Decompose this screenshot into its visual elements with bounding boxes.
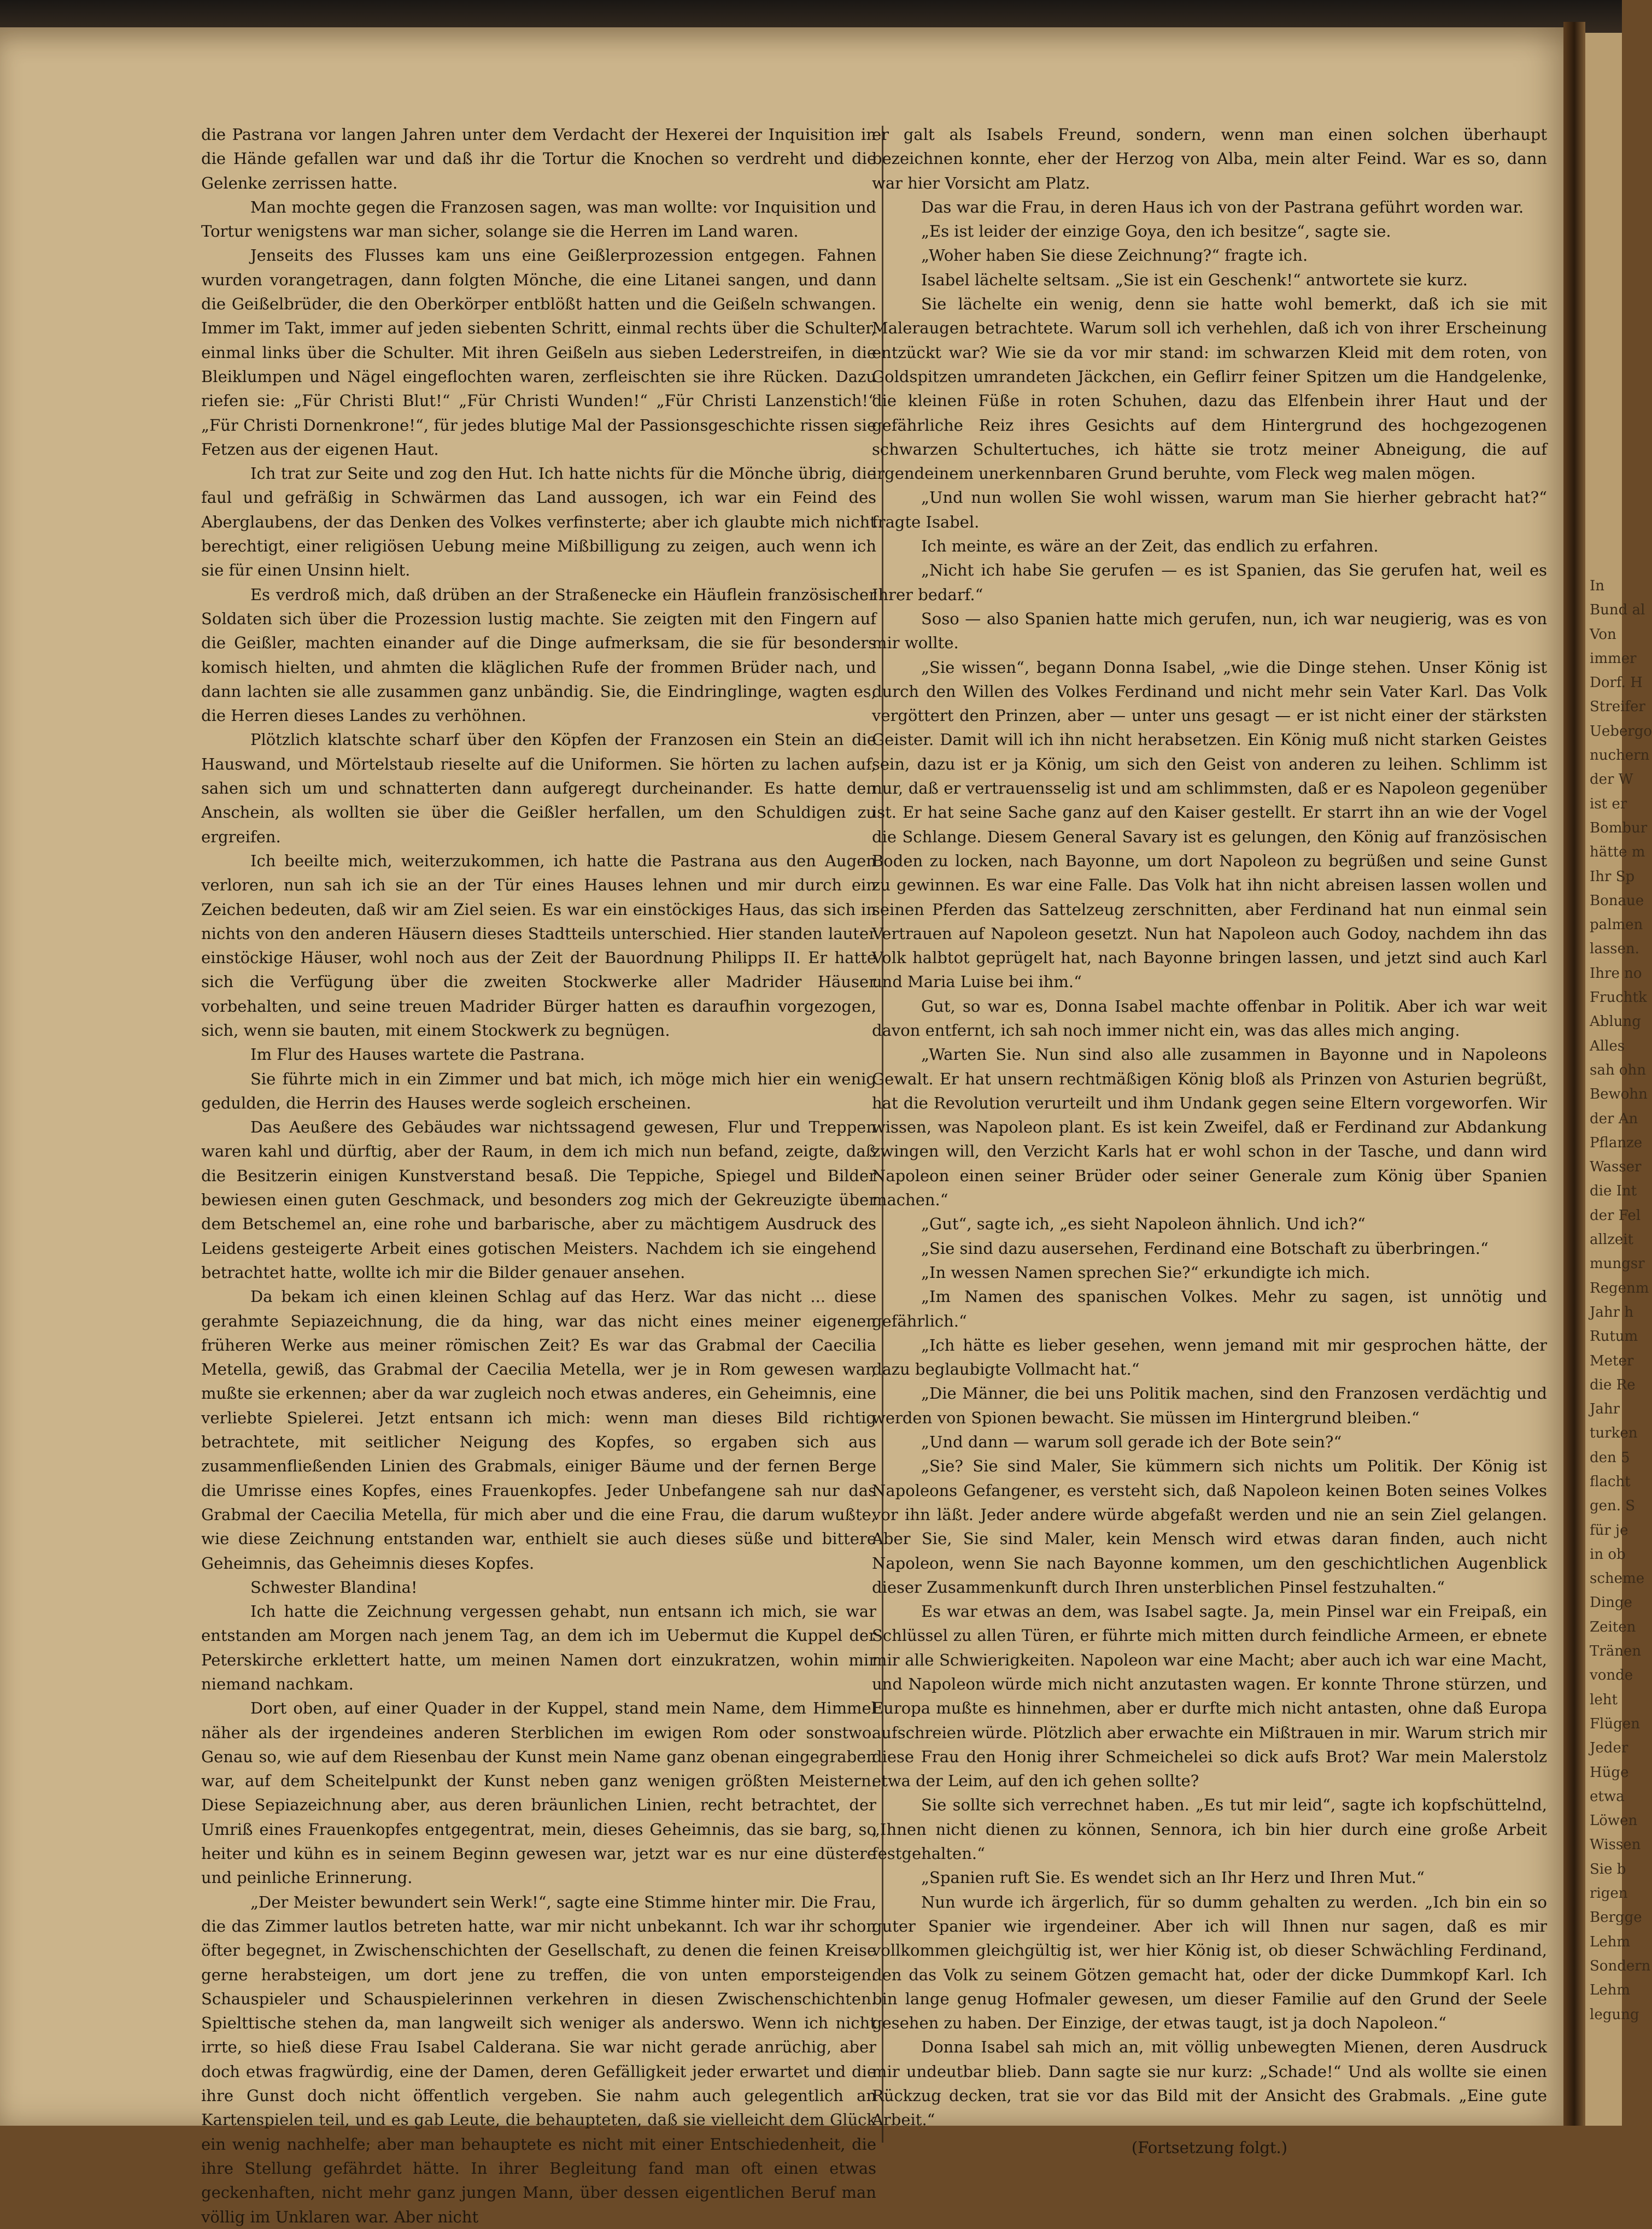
- adjacent-text-fragment: der An: [1590, 1110, 1638, 1127]
- adjacent-text-fragment: Von: [1590, 626, 1616, 643]
- paragraph: Ich meinte, es wäre an der Zeit, das endlich zu erfahren.: [921, 537, 1379, 556]
- adjacent-text-fragment: Meter: [1590, 1352, 1634, 1369]
- paragraph: die Pastrana vor langen Jahren unter dem Verdacht der Hexerei der Inquisition in die Hände gefallen war und daß ihr die Tortur die Knochen so verdreht und die Gelenke zerrissen hatte.: [201, 125, 876, 192]
- adjacent-text-fragment: hätte m: [1590, 844, 1645, 861]
- adjacent-text-fragment: Alles: [1590, 1037, 1625, 1054]
- text-column-right: [872, 122, 1547, 2157]
- paragraph: Sie führte mich in ein Zimmer und bat mich, ich möge mich hier ein wenig gedulden, die Herrin des Hauses werde sogleich erscheinen.: [201, 1069, 876, 1112]
- adjacent-text-fragment: Rutum: [1590, 1328, 1638, 1345]
- paragraph: „Die Männer, die bei uns Politik machen, sind den Franzosen verdächtig und werden von Spionen bewacht. Sie müssen im Hintergrund bleiben.“: [872, 1384, 1547, 1427]
- paragraph: Da bekam ich einen kleinen Schlag auf das Herz. War das nicht ... diese gerahmte Sepiazeichnung, die da hing, war das nicht eines meiner eigenen früheren Werke aus meiner römischen Zeit? Es war das Grabmal der Caecilia Metella, gewiß, das Grabmal der Caecilia Metella, wer je in Rom gewesen war, mußte sie erkennen; aber da war zugleich noch etwas anderes, ein Geheimnis, eine verliebte Spielerei. Jetzt entsann ich mich: wenn man dieses Bild richtig betrachtete, mit seitlicher Neigung des Kopfes, so ergaben sich aus zusammenfließenden Linien des Grabmals, einiger Bäume und der fernen Berge die Umrisse eines Kopfes, eines Frauenkopfes. Jeder Unbefangene sah nur das Grabmal der Caecilia Metella, für mich aber und die eine Frau, die darum wußte, wie diese Zeichnung entstanden war, enthielt sie auch dieses süße und bittere Geheimnis, das Geheimnis dieses Kopfes.: [201, 1287, 876, 1573]
- adjacent-text-fragment: Zeiten: [1590, 1618, 1636, 1635]
- paragraph: Soso — also Spanien hatte mich gerufen, nun, ich war neugierig, was es von mir wollte.: [872, 609, 1547, 653]
- adjacent-text-fragment: Pflanze: [1590, 1134, 1643, 1151]
- adjacent-text-fragment: Lehm: [1590, 1933, 1631, 1950]
- adjacent-text-fragment: Hüge: [1590, 1764, 1629, 1781]
- paragraph: „Sie? Sie sind Maler, Sie kümmern sich nichts um Politik. Der König ist Napoleons Gefangener, es versteht sich, daß Napoleon keinen Boten seines Volkes vor ihn läßt. Jeder andere würde abgefaßt werden und nie an sein Ziel gelangen. Aber Sie, Sie sind Maler, kein Mensch wird etwas daran finden, auch nicht Napoleon, wenn Sie nach Bayonne kommen, um den geschichtlichen Augenblick dieser Zusammenkunft durch Ihren unsterblichen Pinsel festzuhalten.“: [872, 1457, 1547, 1597]
- adjacent-text-fragment: turken: [1590, 1425, 1638, 1442]
- paragraph: Das Aeußere des Gebäudes war nichtssagend gewesen, Flur und Treppen waren kahl und dürftig, aber der Raum, in dem ich mich nun befand, zeigte, daß die Besitzerin einigen Kunstverstand besaß. Die Teppiche, Spiegel und Bilder bewiesen einen guten Geschmack, und besonders zog mich der Gekreuzigte über dem Betschemel an, eine rohe und barbarische, aber zu mächtigem Ausdruck des Leidens gesteigerte Arbeit eines gotischen Meisters. Nachdem ich sie eingehend betrachtet hatte, wollte ich mir die Bilder genauer ansehen.: [201, 1118, 876, 1282]
- adjacent-text-fragment: rigen: [1590, 1885, 1628, 1902]
- adjacent-text-fragment: legung: [1590, 2006, 1639, 2023]
- paragraph: „Und dann — warum soll gerade ich der Bote sein?“: [921, 1433, 1342, 1452]
- adjacent-text-fragment: nuchern: [1590, 747, 1650, 764]
- adjacent-text-fragment: gen. S: [1590, 1498, 1636, 1515]
- adjacent-text-fragment: Bonaue: [1590, 892, 1644, 909]
- adjacent-text-fragment: Ihr Sp: [1590, 868, 1635, 885]
- adjacent-text-fragment: Ihre no: [1590, 965, 1642, 982]
- adjacent-text-fragment: scheme: [1590, 1570, 1645, 1587]
- adjacent-text-fragment: Sie b: [1590, 1861, 1626, 1878]
- paragraph: Isabel lächelte seltsam. „Sie ist ein Geschenk!“ antwortete sie kurz.: [921, 270, 1468, 289]
- paragraph: Man mochte gegen die Franzosen sagen, was man wollte: vor Inquisition und Tortur wenigstens war man sicher, solange sie die Herren im Land waren.: [201, 197, 876, 241]
- paragraph: „Im Namen des spanischen Volkes. Mehr zu sagen, ist unnötig und gefährlich.“: [872, 1287, 1547, 1330]
- paragraph: Ich hatte die Zeichnung vergessen gehabt, nun entsann ich mich, sie war entstanden am Morgen nach jenem Tag, an dem ich im Uebermut die Kuppel der Peterskirche erklettert hatte, um meinen Namen dort einzukratzen, wohin mir niemand nachkam.: [201, 1602, 876, 1693]
- adjacent-text-fragment: den 5: [1590, 1449, 1630, 1466]
- adjacent-text-fragment: Löwen: [1590, 1812, 1638, 1829]
- adjacent-text-fragment: palmen: [1590, 917, 1643, 934]
- adjacent-text-fragment: etwa: [1590, 1788, 1625, 1805]
- adjacent-text-fragment: Lehm: [1590, 1982, 1631, 1999]
- adjacent-text-fragment: Jeder: [1590, 1740, 1628, 1757]
- paragraph: Nun wurde ich ärgerlich, für so dumm gehalten zu werden. „Ich bin ein so guter Spanier wie irgendeiner. Aber ich will Ihnen nur sagen, daß es mir vollkommen gleichgültig ist, wer hier König ist, ob dieser Schwächling Ferdinand, den das Volk zu seinem Götzen gemacht hat, oder der dicke Dummkopf Karl. Ich bin lange genug Hofmaler gewesen, um dieser Familie auf den Grund der Seele gesehen zu haben. Der Einzige, der etwas taugt, ist ja doch Napoleon.“: [872, 1892, 1547, 2033]
- adjacent-text-fragment: mungsr: [1590, 1256, 1645, 1272]
- paragraph: Ich beeilte mich, weiterzukommen, ich hatte die Pastrana aus den Augen verloren, nun sah ich sie an der Tür eines Hauses lehnen und mir durch ein Zeichen bedeuten, daß wir am Ziel seien. Es war ein einstöckiges Haus, das sich in nichts von den anderen Häusern dieses Stadtteils unterschied. Hier standen lauter einstöckige Häuser, wohl noch aus der Zeit der Bauordnung Philipps II. Er hatte sich die Verfügung über die zweiten Stockwerke aller Madrider Häuser vorbehalten, und seine treuen Madrider Bürger hatten es daraufhin vorgezogen, sich, wenn sie bauten, mit einem Stockwerk zu begnügen.: [201, 851, 876, 1040]
- paragraph: Das war die Frau, in deren Haus ich von der Pastrana geführt worden war.: [921, 197, 1524, 216]
- adjacent-text-fragment: Bergge: [1590, 1909, 1642, 1926]
- adjacent-text-fragment: Jahr h: [1590, 1304, 1634, 1321]
- paragraph: „Gut“, sagte ich, „es sieht Napoleon ähnlich. Und ich?“: [921, 1215, 1366, 1234]
- paragraph: Gut, so war es, Donna Isabel machte offenbar in Politik. Aber ich war weit davon entfernt, ich sah noch immer nicht ein, was das alles mich anging.: [872, 996, 1547, 1040]
- adjacent-text-fragment: leht: [1590, 1691, 1618, 1708]
- adjacent-text-fragment: ist er: [1590, 795, 1627, 812]
- adjacent-text-fragment: Ablung: [1590, 1013, 1641, 1030]
- adjacent-text-fragment: Jahr: [1590, 1401, 1620, 1418]
- adjacent-text-fragment: Bombur: [1590, 819, 1648, 836]
- adjacent-text-fragment: für je: [1590, 1522, 1628, 1539]
- adjacent-text-fragment: Bewohn: [1590, 1086, 1648, 1103]
- adjacent-text-fragment: vonde: [1590, 1667, 1633, 1684]
- book-gutter: [1563, 22, 1585, 2126]
- paragraph: „Es ist leider der einzige Goya, den ich besitze“, sagte sie.: [921, 222, 1391, 241]
- paragraph: „Spanien ruft Sie. Es wendet sich an Ihr Herz und Ihren Mut.“: [921, 1868, 1425, 1887]
- paragraph: Sie sollte sich verrechnet haben. „Es tut mir leid“, sagte ich kopfschüttelnd, „Ihnen nicht dienen zu können, Sennora, ich bin hier durch eine große Arbeit festgehalten.“: [872, 1796, 1547, 1863]
- adjacent-text-fragment: Streifer: [1590, 699, 1645, 715]
- paragraph: „In wessen Namen sprechen Sie?“ erkundigte ich mich.: [921, 1263, 1370, 1282]
- adjacent-text-fragment: in ob: [1590, 1546, 1626, 1563]
- paragraph: Es verdroß mich, daß drüben an der Straßenecke ein Häuflein französischer Soldaten sich über die Prozession lustig machte. Sie zeigten mit den Fingern auf die Geißler, machten einander auf die Dinge aufmerksam, die sie für besonders komisch hielten, und ahmten die kläglichen Rufe der frommen Brüder nach, und dann lachten sie alle zusammen ganz unbändig. Sie, die Eindringlinge, wagten es, die Herren dieses Landes zu verhöhnen.: [201, 585, 876, 725]
- adjacent-text-fragment: flacht: [1590, 1473, 1631, 1490]
- adjacent-text-fragment: Flügen: [1590, 1715, 1640, 1732]
- paragraph: er galt als Isabels Freund, sondern, wenn man einen solchen überhaupt bezeichnen konnte, eher der Herzog von Alba, mein alter Feind. War es so, dann war hier Vorsicht am Platz.: [872, 125, 1547, 192]
- adjacent-text-fragment: Regenm: [1590, 1280, 1649, 1297]
- adjacent-text-fragment: die Re: [1590, 1376, 1636, 1393]
- adjacent-text-fragment: In: [1590, 578, 1605, 594]
- paragraph: Plötzlich klatschte scharf über den Köpfen der Franzosen ein Stein an die Hauswand, und Mörtelstaub rieselte auf die Uniformen. Sie hörten zu lachen auf, sahen sich um und schnatterten dann aufgeregt durcheinander. Es hatte den Anschein, als wollten sie über die Geißler herfallen, um den Schuldigen zu ergreifen.: [201, 730, 876, 846]
- paragraph: Es war etwas an dem, was Isabel sagte. Ja, mein Pinsel war ein Freipaß, ein Schlüssel zu allen Türen, er führte mich mitten durch feindliche Armeen, er ebnete mir alle Schwierigkeiten. Napoleon war eine Macht; aber auch ich war eine Macht, und Napoleon würde mich nicht anzutasten wagen. Er konnte Throne stürzen, und Europa mußte es hinnehmen, aber er durfte mich nicht antasten, ohne daß Europa aufschreien würde. Plötzlich aber erwachte ein Mißtrauen in mir. Warum strich mir diese Frau den Honig ihrer Schmeichelei so dick aufs Brot? War mein Malerstolz etwa der Leim, auf den ich gehen sollte?: [872, 1602, 1547, 1791]
- paragraph: „Und nun wollen Sie wohl wissen, warum man Sie hierher gebracht hat?“ fragte Isabel.: [872, 488, 1547, 531]
- adjacent-text-fragment: der W: [1590, 771, 1633, 788]
- continuation-note: (Fortsetzung folgt.): [1131, 2138, 1288, 2157]
- adjacent-text-fragment: der Fel: [1590, 1207, 1641, 1224]
- adjacent-text-fragment: Dorf. H: [1590, 674, 1643, 691]
- adjacent-text-fragment: Fruchtk: [1590, 989, 1647, 1006]
- adjacent-text-fragment: Wissen: [1590, 1837, 1641, 1853]
- adjacent-text-fragment: Uebergo: [1590, 723, 1652, 740]
- paragraph: Donna Isabel sah mich an, mit völlig unbewegten Mienen, deren Ausdruck mir undeutbar blieb. Dann sagte sie nur kurz: „Schade!“ Und als wollte sie einen Rückzug decken, trat sie vor das Bild mit der Ansicht des Grabmals. „Eine gute Arbeit.“: [872, 2038, 1547, 2130]
- adjacent-text-fragment: allzeit: [1590, 1231, 1633, 1248]
- adjacent-text-fragment: Dinge: [1590, 1594, 1632, 1611]
- paragraph: „Der Meister bewundert sein Werk!“, sagte eine Stimme hinter mir. Die Frau, die das Zimmer lautlos betreten hatte, war mir nicht unbekannt. Ich war ihr schon öfter begegnet, in Zwischenschichten der Gesellschaft, zu denen die feinen Kreise gerne herabsteigen, um dort jene zu treffen, die von unten emporsteigen. Schauspieler und Schauspielerinnen verkehren in diesen Zwischenschichten. Spielttische stehen da, man langweilt sich weniger als anderswo. Wenn ich nicht irrte, so hieß diese Frau Isabel Calderana. Sie war nicht gerade anrüchig, aber doch etwas fragwürdig, eine der Damen, deren Gefälligkeit jeder erwartet und die ihre Gunst doch nicht öffentlich vergeben. Sie nahm auch gelegentlich an Kartenspielen teil, und es gab Leute, die behaupteten, daß sie vielleicht dem Glück ein wenig nachhelfe; aber man behauptete es nicht mit einer Entschiedenheit, die ihre Stellung gefährdet hätte. In ihrer Begleitung fand man oft einen etwas geckenhaften, nicht mehr ganz jungen Mann, über dessen eigentlichen Beruf man völlig im Unklaren war. Aber nicht: [201, 1892, 876, 2226]
- adjacent-text-fragment: die Int: [1590, 1183, 1637, 1200]
- paragraph: Dort oben, auf einer Quader in der Kuppel, stand mein Name, dem Himmel näher als der irgendeines anderen Sterblichen im ewigen Rom oder sonstwo. Genau so, wie auf dem Riesenbau der Kunst mein Name ganz obenan eingegraben war, auf dem Scheitelpunkt der Kunst neben ganz wenigen größten Meistern. Diese Sepiazeichnung aber, aus deren bräunlichen Linien, recht betrachtet, der Umriß eines Frauenkopfes entgegentrat, mein, dieses Geheimnis, das sie barg, so heiter und kühn es in seinem Beginn gewesen war, jetzt war es nur eine düstere und peinliche Erinnerung.: [201, 1699, 876, 1887]
- paragraph: Im Flur des Hauses wartete die Pastrana.: [250, 1045, 585, 1064]
- text-column-left: [201, 122, 876, 2226]
- adjacent-text-fragment: Sondern: [1590, 1957, 1651, 1974]
- paragraph: „Nicht ich habe Sie gerufen — es ist Spanien, das Sie gerufen hat, weil es Ihrer bedarf.“: [872, 561, 1547, 604]
- paragraph: „Sie sind dazu ausersehen, Ferdinand eine Botschaft zu überbringen.“: [921, 1239, 1489, 1258]
- paragraph: Jenseits des Flusses kam uns eine Geißlerprozession entgegen. Fahnen wurden vorangetragen, dann folgten Mönche, die eine Litanei sangen, und dann die Geißelbrüder, die den Oberkörper entblößt hatten und die Geißeln schwangen. Immer im Takt, immer auf jeden siebenten Schritt, einmal rechts über die Schulter, einmal links über die Schulter. Mit ihren Geißeln aus sieben Lederstreifen, in die Bleiklumpen und Nägel eingeflochten waren, zerfleischten sie ihre Rücken. Dazu riefen sie: „Für Christi Blut!“ „Für Christi Wunden!“ „Für Christi Lanzenstich!“ „Für Christi Dornenkrone!“, für jedes blutige Mal der Passionsgeschichte rissen sie Fetzen aus der eigenen Haut.: [201, 246, 876, 459]
- paragraph: „Warten Sie. Nun sind also alle zusammen in Bayonne und in Napoleons Gewalt. Er hat unsern rechtmäßigen König bloß als Prinzen von Asturien begrüßt, hat die Revolution verurteilt und ihm Undank gegen seine Eltern vorgeworfen. Wir wissen, was Napoleon plant. Es ist kein Zweifel, daß er Ferdinand zur Abdankung zwingen will, den Verzicht Karls hat er wohl schon in der Tasche, und dann wird Napoleon einen seiner Brüder oder seiner Generale zum König über Spanien machen.“: [872, 1045, 1547, 1210]
- paragraph: Sie lächelte ein wenig, denn sie hatte wohl bemerkt, daß ich sie mit Maleraugen betrachtete. Warum soll ich verhehlen, daß ich von ihrer Erscheinung entzückt war? Wie sie da vor mir stand: im schwarzen Kleid mit dem roten, von Goldspitzen umrandeten Jäckchen, ein Geflirr feiner Spitzen um die Handgelenke, die kleinen Füße in roten Schuhen, dazu das Elfenbein ihrer Haut und der gefährliche Reiz ihres Gesichts auf dem Hintergrund des hochgezogenen schwarzen Schultertuches, ich hätte sie trotz meiner Abneigung, die auf irgendeinem unerkennbaren Grund beruhte, vom Fleck weg malen mögen.: [872, 295, 1547, 483]
- adjacent-text-fragment: lassen.: [1590, 941, 1639, 958]
- adjacent-text-fragment: Tränen: [1590, 1643, 1642, 1660]
- adjacent-page-edge: [1585, 33, 1652, 2126]
- paragraph: „Sie wissen“, begann Donna Isabel, „wie die Dinge stehen. Unser König ist durch den Willen des Volkes Ferdinand und nicht mehr sein Vater Karl. Das Volk vergöttert den Prinzen, aber — unter uns gesagt — er ist nicht einer der stärksten Geister. Damit will ich ihn nicht herabsetzen. Ein König muß nicht starken Geistes sein, dazu ist er ja König, um sich den Geist von anderen zu leihen. Schlimm ist nur, daß er vertrauensselig ist und am schlimmsten, daß er es Napoleon gegenüber ist. Er hat seine Sache ganz auf den Kaiser gestellt. Er starrt ihn an wie der Vogel die Schlange. Diesem General Savary ist es gelungen, den König auf französischen Boden zu locken, nach Bayonne, um dort Napoleon zu begrüßen und seine Gunst zu gewinnen. Es war eine Falle. Das Volk hat ihn nicht abreisen lassen wollen und seinen Pferden das Sattelzeug zerschnitten, aber Ferdinand hat nun einmal sein Vertrauen auf Napoleon gesetzt. Nun hat Napoleon auch Godoy, nachdem ihn das Volk halbtot geprügelt hat, nach Bayonne bringen lassen, und jetzt sind auch Karl und Maria Luise bei ihm.“: [872, 658, 1547, 992]
- paragraph: Ich trat zur Seite und zog den Hut. Ich hatte nichts für die Mönche übrig, die faul und gefräßig in Schwärmen das Land aussogen, ich war ein Feind des Aberglaubens, der das Denken des Volkes verfinsterte; aber ich glaubte mich nicht berechtigt, einer religiösen Uebung meine Mißbilligung zu zeigen, auch wenn ich sie für einen Unsinn hielt.: [201, 464, 876, 580]
- adjacent-text-fragment: immer: [1590, 650, 1637, 667]
- paragraph: „Woher haben Sie diese Zeichnung?“ fragte ich.: [921, 246, 1308, 265]
- paragraph: Schwester Blandina!: [250, 1577, 418, 1597]
- adjacent-text-fragment: Bund al: [1590, 602, 1645, 619]
- adjacent-page-text: [1585, 574, 1652, 2027]
- adjacent-text-fragment: Wasser: [1590, 1159, 1642, 1176]
- adjacent-text-fragment: sah ohn: [1590, 1061, 1646, 1078]
- paragraph: „Ich hätte es lieber gesehen, wenn jemand mit mir gesprochen hätte, der dazu beglaubigte Vollmacht hat.“: [872, 1335, 1547, 1379]
